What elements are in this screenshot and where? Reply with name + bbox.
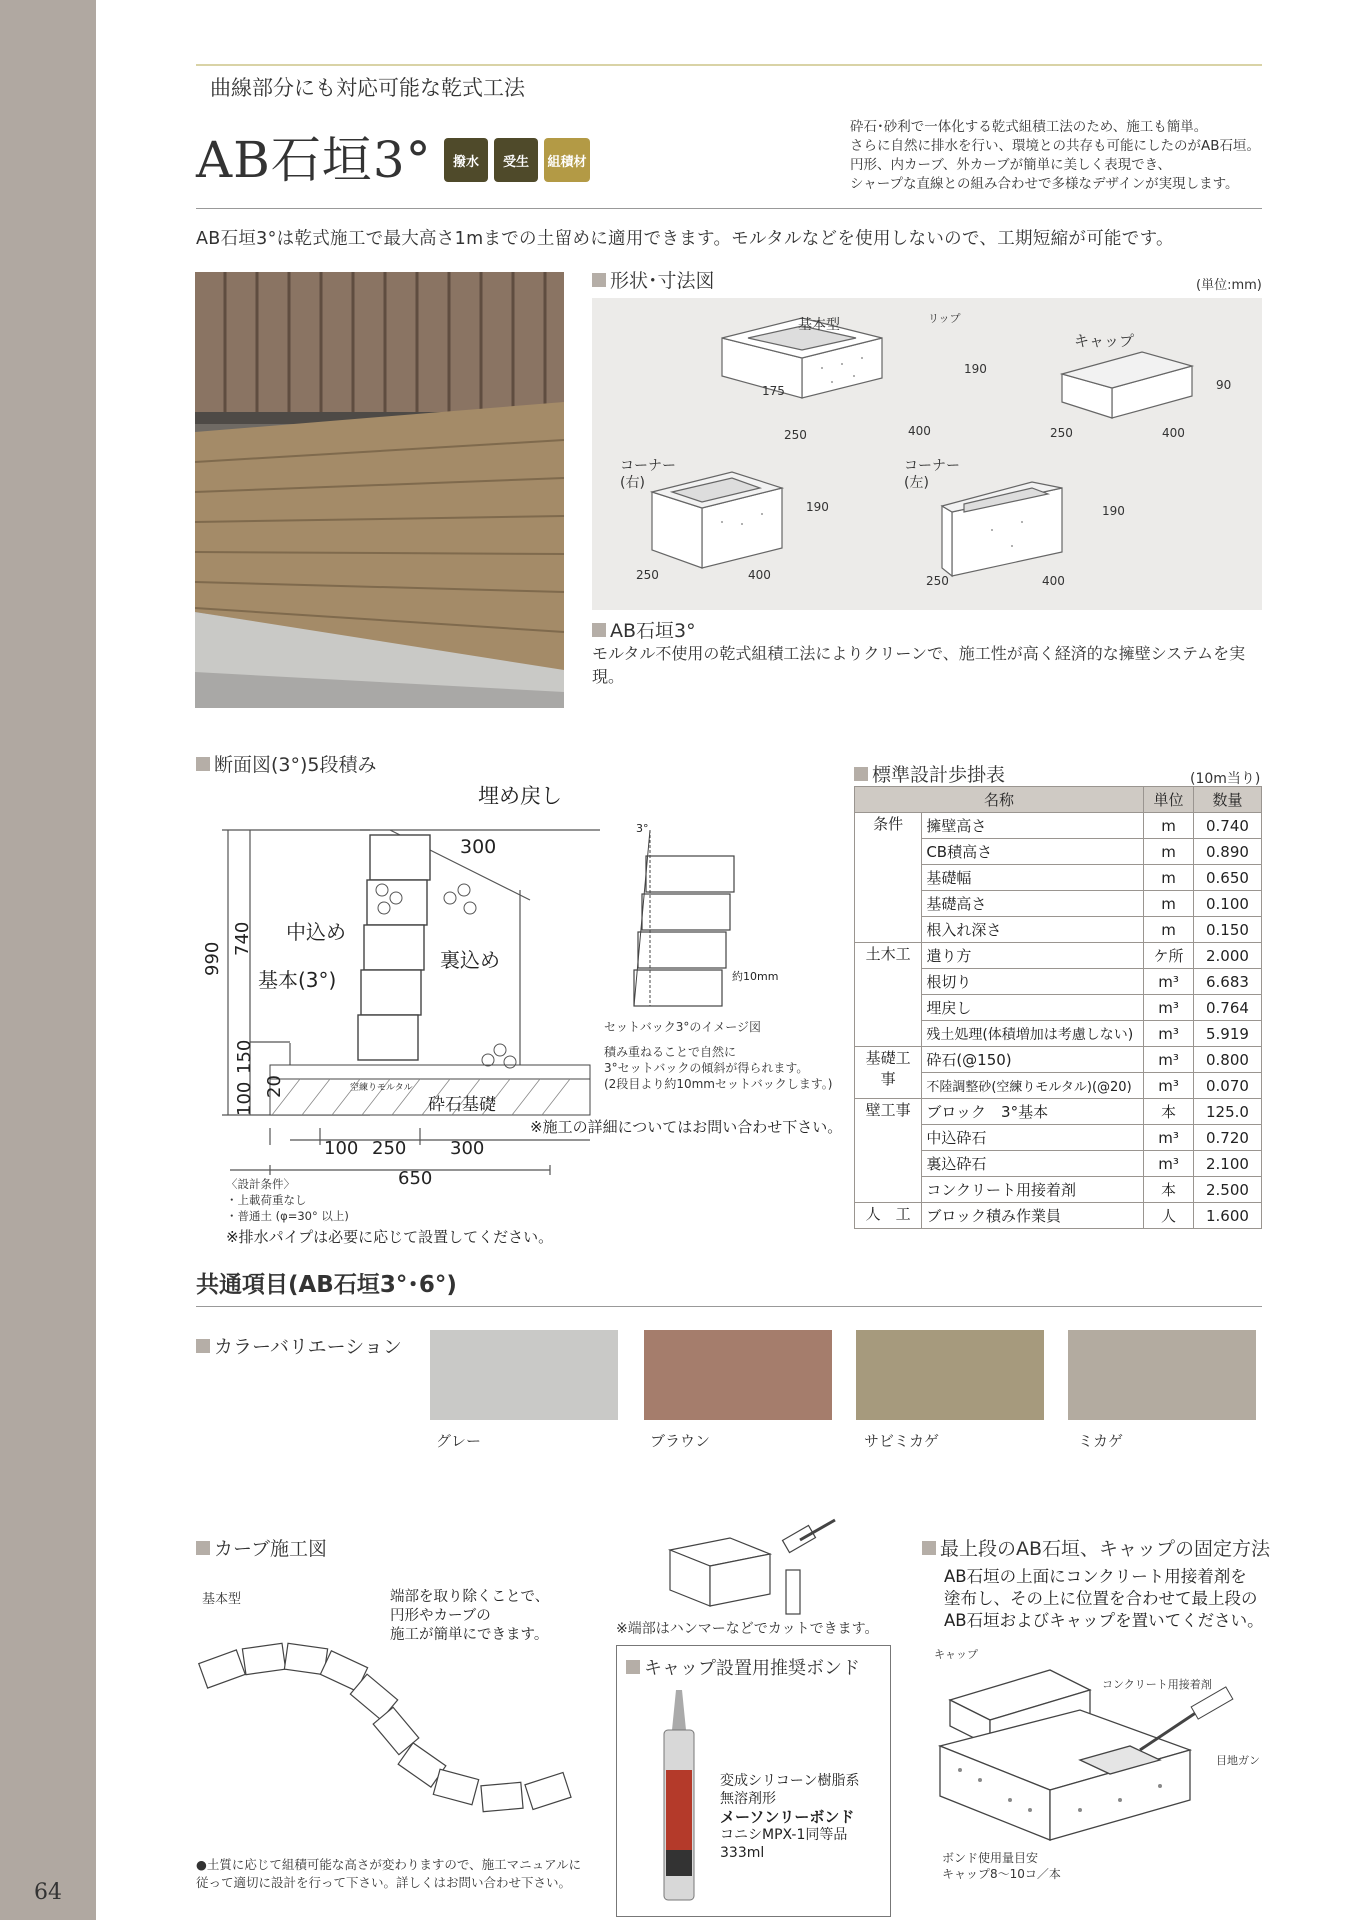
table-row: 基礎工事 砕石(@150) m³ 0.800 [855,1047,1262,1073]
table-row: 土木工 遣り方 ケ所 2.000 [855,943,1262,969]
dim-cap-h: 90 [1216,378,1232,392]
title-rule [196,208,1262,209]
label-corner-right: コーナー (右) [620,458,676,491]
fix-illustration [930,1650,1270,1850]
setback-angle: 3° [636,822,649,835]
setback-caption: セットバック3°のイメージ図 [604,1020,762,1034]
intro-text: 砕石･砂利で一体化する乾式組積工法のため、施工も簡単。 さらに自然に排水を行い、環境との共存も可能にしたのがAB石垣。 円形、内カーブ、外カーブが簡単に美しく表現でき、 シャープな直線との組み合わせで多様なデザインが実現します。 [850,119,1260,192]
table-row: 不陸調整砂(空練りモルタル)(@20) m³ 0.070 [855,1073,1262,1099]
label-300: 300 [460,836,497,858]
page-sidebar [0,0,96,1920]
swatch-label-brown: ブラウン [650,1432,711,1450]
label-basic: 基本型 [798,317,840,333]
page-number: 64 [34,1880,62,1905]
ab-heading: AB石垣3° [592,616,696,643]
dim-cap-d: 250 [1050,426,1073,440]
table-header-row [855,787,1262,813]
curve-footnote: ●土質に応じて組積可能な高さが変わりますので、施工マニュアルに 従って適切に設計を行って下さい。詳しくはお問い合わせ下さい。 [196,1857,582,1890]
table-row: 人 工 ブロック積み作業員 人 1.600 [855,1203,1262,1229]
table-row: CB積高さ m 0.890 [855,839,1262,865]
drain-note: ※排水パイプは必要に応じて設置してください。 [226,1228,554,1246]
fix-heading: 最上段のAB石垣、キャップの固定方法 [922,1534,1270,1561]
common-rule [196,1306,1262,1307]
dim-20: 20 [264,1075,285,1098]
label-corner-left: コーナー (左) [904,458,960,491]
table-unit-note: (10m当り) [1190,771,1261,787]
table-row: 裏込砕石 m³ 2.100 [855,1151,1262,1177]
dim-basic-d: 250 [784,428,807,442]
shape-heading: 形状･寸法図 [592,266,715,293]
fix-label-gun: 目地ガン [1216,1754,1260,1767]
dim-b300: 300 [450,1138,485,1159]
header-qty: 数量 [1193,787,1261,813]
swatch-gray [430,1330,618,1420]
page-subtitle: 曲線部分にも対応可能な乾式工法 [210,76,525,100]
label-uragome: 裏込め [440,948,500,972]
dim-basic-side: 175 [762,384,785,398]
label-backfill: 埋め戻し [478,784,562,808]
table-row: 基礎高さ m 0.100 [855,891,1262,917]
badge-water-repellent: 撥水 [444,138,488,182]
dim-b650: 650 [398,1168,433,1189]
setback-diagram [620,820,770,1020]
curve-heading: カーブ施工図 [196,1534,327,1561]
header-unit: 単位 [1144,787,1194,813]
setback-10mm: 約10mm [732,970,779,983]
bond-text: 変成シリコーン樹脂系 無溶剤形 メーソンリーボンド コニシMPX-1同等品 333ml [720,1773,860,1861]
header-name: 名称 [855,787,1144,813]
dim-basic-w: 400 [908,424,931,438]
swatch-label-sabimikage: サビミカゲ [864,1432,940,1450]
label-nakagome: 中込め [286,920,346,944]
setback-description: 積み重ねることで自然に 3°セットバックの傾斜が得られます。 (2段目より約10mmセットバックします。) [604,1045,833,1091]
dim-150: 150 [234,1039,255,1074]
inquiry-note: ※施工の詳細についてはお問い合わせ下さい。 [530,1118,843,1136]
swatch-mikage [1068,1330,1256,1420]
dim-740: 740 [232,921,253,956]
swatch-sabimikage [856,1330,1044,1420]
page-title: AB石垣3° [196,131,432,189]
label-kihon: 基本(3°) [258,968,337,992]
table-heading: 標準設計歩掛表 [854,760,1005,787]
header-rule [196,64,1262,66]
bond-heading: キャップ設置用推奨ボンド [626,1654,860,1680]
hammer-note: ※端部はハンマーなどでカットできます。 [616,1621,879,1637]
product-photo [195,272,564,708]
table-row: 壁工事 ブロック 3°基本 本 125.0 [855,1099,1262,1125]
shape-diagrams [592,298,1262,610]
swatch-label-mikage: ミカゲ [1078,1432,1124,1450]
label-cap: キャップ [1074,332,1135,350]
color-heading: カラーバリエーション [196,1332,402,1359]
dim-cl-w: 400 [1042,574,1065,588]
dim-cl-h: 190 [1102,504,1125,518]
dim-cap-w: 400 [1162,426,1185,440]
label-mortar: 空練りモルタル [350,1083,413,1093]
table-row: 中込砕石 m³ 0.720 [855,1125,1262,1151]
fix-usage: ボンド使用量目安 キャップ8～10コ／本 [942,1851,1061,1881]
swatch-brown [644,1330,832,1420]
badge-certified: 受生 [494,138,538,182]
dim-cr-w: 400 [748,568,771,582]
badge-masonry: 組積材 [544,138,590,182]
table-row: 根入れ深さ m 0.150 [855,917,1262,943]
ab-description: モルタル不使用の乾式組積工法によりクリーンで、施工性が高く経済的な擁壁システムを実現。 [592,644,1246,686]
fix-description: AB石垣の上面にコンクリート用接着剤を 塗布し、その上に位置を合わせて最上段の AB石垣およびキャップを置いてください。 [944,1567,1264,1630]
dim-990: 990 [202,941,223,976]
dim-b250: 250 [372,1138,407,1159]
dim-basic-h: 190 [964,362,987,376]
table-row: 根切り m³ 6.683 [855,969,1262,995]
curve-diagram [196,1640,596,1840]
curve-description: 端部を取り除くことで、 円形やカーブの 施工が簡単にできます。 [390,1589,550,1643]
table-row: 条件 擁壁高さ m 0.740 [855,813,1262,839]
swatch-label-gray: グレー [436,1432,482,1450]
shape-unit: (単位:mm) [1196,278,1262,293]
table-row: コンクリート用接着剤 本 2.500 [855,1177,1262,1203]
design-conditions: 〈設計条件〉 ・上載荷重なし ・普通土 (φ=30° 以上) [226,1177,349,1223]
common-title: 共通項目(AB石垣3°･6°) [196,1272,457,1298]
spec-table [854,786,1262,1229]
table-row: 埋戻し m³ 0.764 [855,995,1262,1021]
curve-basic-label: 基本型 [202,1592,242,1607]
fix-label-cap: キャップ [934,1648,978,1661]
label-base: 砕石基礎 [428,1095,496,1115]
hammer-illustration [660,1510,840,1620]
dim-cl-d: 250 [926,574,949,588]
lead-text: AB石垣3°は乾式施工で最大高さ1mまでの土留めに適用できます。モルタルなどを使用しないので、工期短縮が可能です。 [196,229,1174,249]
cross-heading: 断面図(3°)5段積み [196,750,377,777]
dim-b100: 100 [324,1138,359,1159]
dim-cr-h: 190 [806,500,829,514]
dim-cr-d: 250 [636,568,659,582]
table-row: 基礎幅 m 0.650 [855,865,1262,891]
table-row: 残土処理(体積増加は考慮しない) m³ 5.919 [855,1021,1262,1047]
dim-100: 100 [234,1081,255,1116]
fix-label-adhesive: コンクリート用接着剤 [1102,1678,1212,1691]
label-lip: リップ [928,312,961,325]
bond-tube-image [650,1690,710,1906]
